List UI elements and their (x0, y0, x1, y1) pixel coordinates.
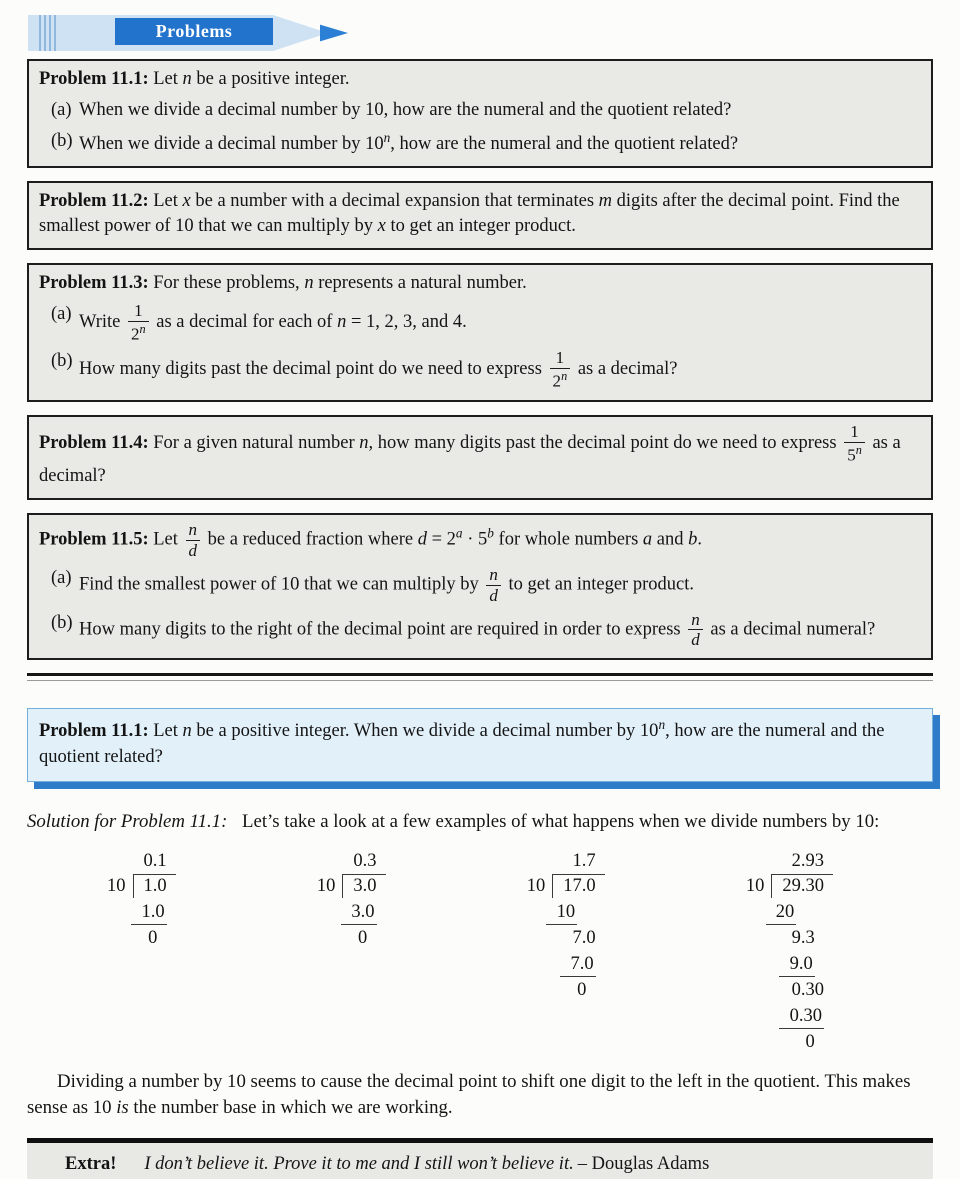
dividend: 3.0 (342, 874, 385, 898)
pencil-tip-icon (320, 22, 348, 44)
division-bracket-row (107, 874, 176, 898)
division-bracket-row (527, 874, 605, 898)
part-text: Write $\frac{1}{2^n}$ as a decimal for each of n = 1, 2, 3, and 4. (79, 300, 467, 344)
extra-box (27, 1138, 933, 1179)
problem-part (39, 611, 919, 650)
part-text: How many digits to the right of the decimal point are required in order to express $\frac{n}{d}$ as a decimal numeral? (79, 609, 876, 650)
fraction: $\frac{n}{d}$ (688, 611, 703, 650)
division-step: 0 (805, 1032, 815, 1053)
problem-box (27, 513, 933, 660)
problems-banner-band (115, 18, 273, 45)
divisor: 10 (316, 876, 336, 897)
division-step: 7.0 (527, 952, 605, 976)
divisor: 10 (745, 876, 765, 897)
fraction: $\frac{n}{d}$ (486, 566, 501, 605)
division-bracket-row (317, 874, 386, 898)
part-text: Find the smallest power of 10 that we can multiply by $\frac{n}{d}$ to get an integer product. (79, 564, 694, 605)
division-step: 1.0 (107, 900, 176, 924)
divisor: 10 (526, 876, 546, 897)
part-tag: (a) (51, 567, 72, 588)
division-step: 20 (746, 900, 833, 924)
part-tag: (b) (51, 351, 73, 372)
problem-statement: Problem 11.1: Let n be a positive integer. (39, 69, 350, 89)
long-division (527, 849, 605, 1002)
fraction: $\frac{1}{2^n}$ (128, 302, 149, 343)
extra-label: Extra! (65, 1154, 117, 1175)
part-text: When we divide a decimal number by 10, how are the numeral and the quotient related? (79, 99, 732, 120)
quotient: 1.7 (572, 851, 596, 872)
problem-part (39, 98, 919, 123)
division-step: 3.0 (317, 900, 386, 924)
pencil-eraser-stripes (36, 15, 58, 51)
problem-part (39, 349, 919, 390)
divisor: 10 (107, 876, 126, 897)
division-step: 9.3 (791, 928, 815, 949)
division-step: 9.0 (746, 952, 833, 976)
conclusion-paragraph: Dividing a number by 10 seems to cause the decimal point to shift one digit to the left in the quotient. This makes sense as 10 is the number base in which we are working. (27, 1070, 911, 1118)
problem-statement: Let n be a positive integer. When we divide a decimal number by 10$^n$, how are the numeral and the quotient related? (39, 717, 885, 768)
problem-label: Problem 11.5: (39, 529, 149, 550)
problem-part (39, 566, 919, 605)
problem-box (27, 415, 933, 500)
section-divider (27, 673, 933, 681)
division-step: 0 (148, 928, 158, 949)
page-content (27, 59, 933, 1179)
extra-attribution: – Douglas Adams (577, 1154, 710, 1175)
problem-statement: Problem 11.3: For these problems, n represents a natural number. (39, 273, 527, 293)
fraction: $\frac{1}{5^n}$ (844, 423, 865, 464)
division-bracket-row (746, 874, 833, 898)
dividend: 29.30 (771, 874, 833, 898)
long-division (107, 849, 176, 950)
problem-statement: Problem 11.5: Let $\frac{n}{d}$ be a reduced fraction where $d = 2^a \cdot 5^b$ for whole numbers a and b. (39, 520, 702, 560)
quotient: 0.1 (143, 851, 167, 872)
part-text: How many digits past the decimal point do we need to express $\frac{1}{2^n}$ as a decimal? (79, 348, 678, 391)
part-tag: (b) (51, 612, 73, 633)
restated-problem-box (27, 708, 933, 782)
problem-label: Problem 11.3: (39, 273, 149, 293)
problem-part (39, 129, 919, 157)
problem-box (27, 181, 933, 250)
dividend: 1.0 (133, 874, 176, 898)
problem-box (27, 263, 933, 402)
problem-statement: Problem 11.4: For a given natural number n, how many digits past the decimal point do we need to express $\frac{1}{5^n}$ as a decimal? (39, 421, 901, 487)
problem-statement: Problem 11.2: Let x be a number with a decimal expansion that terminates m digits after the decimal point. Find the smallest power of 10 that we can multiply by x to get an integer product. (39, 191, 900, 237)
solution-paragraph (27, 809, 933, 835)
quotient: 2.93 (791, 851, 824, 872)
fraction: $\frac{n}{d}$ (186, 521, 201, 560)
problem-label: Problem 11.1: (39, 721, 149, 742)
part-tag: (a) (51, 303, 72, 324)
long-division-examples (107, 849, 833, 1054)
fraction: $\frac{1}{2^n}$ (550, 349, 571, 390)
part-text: When we divide a decimal number by 10$^n$, how are the numeral and the quotient related? (79, 129, 739, 155)
problem-label: Problem 11.1: (39, 69, 149, 89)
dividend: 17.0 (552, 874, 604, 898)
problem-label: Problem 11.2: (39, 191, 149, 212)
part-tag: (a) (51, 99, 72, 120)
problem-box-list (27, 59, 933, 660)
problem-part (39, 302, 919, 343)
division-step: 0 (577, 980, 587, 1001)
long-division (317, 849, 386, 950)
division-step: 0.30 (746, 1004, 833, 1028)
long-division (746, 849, 833, 1054)
division-step: 10 (527, 900, 605, 924)
problem-label: Problem 11.4: (39, 432, 149, 453)
solution-text: Let’s take a look at a few examples of what happens when we divide numbers by 10: (242, 811, 880, 833)
problem-box (27, 59, 933, 168)
division-step: 0 (358, 928, 368, 949)
problems-banner (28, 12, 358, 54)
problems-banner-title: Problems (155, 21, 233, 41)
solution-lead: Solution for Problem 11.1: (27, 811, 228, 833)
quotient: 0.3 (353, 851, 377, 872)
extra-quote: I don’t believe it. Prove it to me and I still won’t believe it. (144, 1154, 574, 1175)
part-tag: (b) (51, 130, 73, 151)
division-step: 0.30 (791, 980, 824, 1001)
division-step: 7.0 (572, 928, 596, 949)
